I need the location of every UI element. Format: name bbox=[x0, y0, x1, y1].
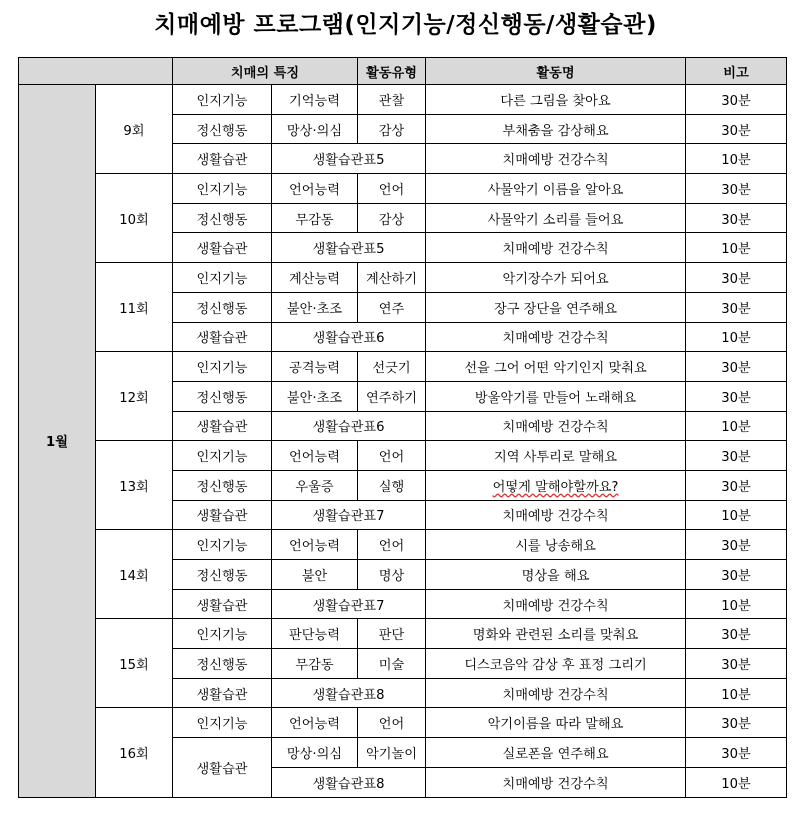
header-features: 치매의 특징 bbox=[173, 58, 358, 85]
activity-cell: 치매예방 건강수칙 bbox=[426, 233, 686, 263]
type-cell: 언어 bbox=[358, 441, 426, 471]
category-cell: 정신행동 bbox=[173, 560, 272, 590]
category-cell: 정신행동 bbox=[173, 381, 272, 411]
header-blank bbox=[19, 58, 173, 85]
type-cell: 관찰 bbox=[358, 85, 426, 115]
feature-cell: 무감동 bbox=[272, 649, 358, 679]
type-cell: 명상 bbox=[358, 560, 426, 590]
category-cell: 생활습관 bbox=[173, 738, 272, 797]
feature-cell: 불안·초조 bbox=[272, 292, 358, 322]
type-cell: 언어 bbox=[358, 530, 426, 560]
activity-cell: 방울악기를 만들어 노래해요 bbox=[426, 381, 686, 411]
header-row bbox=[19, 58, 787, 85]
note-cell: 30분 bbox=[686, 708, 787, 738]
feature-cell: 생활습관표7 bbox=[272, 589, 426, 619]
feature-cell: 판단능력 bbox=[272, 619, 358, 649]
type-cell: 언어 bbox=[358, 708, 426, 738]
category-cell: 정신행동 bbox=[173, 470, 272, 500]
session-label: 16회 bbox=[96, 708, 173, 797]
activity-cell: 악기장수가 되어요 bbox=[426, 263, 686, 293]
note-cell: 10분 bbox=[686, 322, 787, 352]
type-cell: 선긋기 bbox=[358, 352, 426, 382]
type-cell: 계산하기 bbox=[358, 263, 426, 293]
category-cell: 정신행동 bbox=[173, 649, 272, 679]
month-cell: 1월 bbox=[19, 85, 96, 798]
feature-cell: 생활습관표6 bbox=[272, 411, 426, 441]
table-row bbox=[19, 352, 787, 382]
feature-cell: 계산능력 bbox=[272, 263, 358, 293]
feature-cell: 생활습관표8 bbox=[272, 678, 426, 708]
table-row bbox=[19, 441, 787, 471]
table-row bbox=[19, 85, 787, 115]
feature-cell: 언어능력 bbox=[272, 174, 358, 204]
activity-cell: 다른 그림을 찾아요 bbox=[426, 85, 686, 115]
session-label: 10회 bbox=[96, 174, 173, 263]
activity-cell: 명상을 해요 bbox=[426, 560, 686, 590]
feature-cell: 언어능력 bbox=[272, 530, 358, 560]
session-label: 14회 bbox=[96, 530, 173, 619]
table-row bbox=[19, 708, 787, 738]
category-cell: 생활습관 bbox=[173, 233, 272, 263]
feature-cell: 기억능력 bbox=[272, 85, 358, 115]
note-cell: 30분 bbox=[686, 649, 787, 679]
type-cell: 실행 bbox=[358, 470, 426, 500]
note-cell: 30분 bbox=[686, 530, 787, 560]
activity-cell: 치매예방 건강수칙 bbox=[426, 589, 686, 619]
program-table bbox=[18, 57, 787, 798]
category-cell: 생활습관 bbox=[173, 144, 272, 174]
header-note: 비고 bbox=[686, 58, 787, 85]
session-label: 11회 bbox=[96, 263, 173, 352]
category-cell: 인지기능 bbox=[173, 352, 272, 382]
category-cell: 생활습관 bbox=[173, 678, 272, 708]
note-cell: 10분 bbox=[686, 233, 787, 263]
type-cell: 언어 bbox=[358, 174, 426, 204]
type-cell: 악기놀이 bbox=[358, 738, 426, 768]
note-cell: 10분 bbox=[686, 678, 787, 708]
activity-cell: 사물악기 이름을 알아요 bbox=[426, 174, 686, 204]
note-cell: 30분 bbox=[686, 352, 787, 382]
note-cell: 10분 bbox=[686, 767, 787, 797]
category-cell: 인지기능 bbox=[173, 174, 272, 204]
activity-cell: 시를 낭송해요 bbox=[426, 530, 686, 560]
category-cell: 인지기능 bbox=[173, 441, 272, 471]
header-activity: 활동명 bbox=[426, 58, 686, 85]
note-cell: 30분 bbox=[686, 292, 787, 322]
feature-cell: 생활습관표6 bbox=[272, 322, 426, 352]
activity-cell: 치매예방 건강수칙 bbox=[426, 500, 686, 530]
feature-cell: 생활습관표5 bbox=[272, 233, 426, 263]
table-row bbox=[19, 263, 787, 293]
note-cell: 30분 bbox=[686, 114, 787, 144]
category-cell: 정신행동 bbox=[173, 292, 272, 322]
note-cell: 30분 bbox=[686, 441, 787, 471]
feature-cell: 생활습관표7 bbox=[272, 500, 426, 530]
page-title: 치매예방 프로그램(인지기능/정신행동/생활습관) bbox=[154, 12, 657, 38]
note-cell: 10분 bbox=[686, 589, 787, 619]
category-cell: 인지기능 bbox=[173, 263, 272, 293]
type-cell: 연주하기 bbox=[358, 381, 426, 411]
feature-cell: 언어능력 bbox=[272, 708, 358, 738]
activity-cell: 부채춤을 감상해요 bbox=[426, 114, 686, 144]
category-cell: 정신행동 bbox=[173, 114, 272, 144]
note-cell: 30분 bbox=[686, 381, 787, 411]
category-cell: 정신행동 bbox=[173, 203, 272, 233]
type-cell: 판단 bbox=[358, 619, 426, 649]
session-label: 15회 bbox=[96, 619, 173, 708]
category-cell: 인지기능 bbox=[173, 619, 272, 649]
category-cell: 생활습관 bbox=[173, 411, 272, 441]
type-cell: 미술 bbox=[358, 649, 426, 679]
feature-cell: 망상·의심 bbox=[272, 114, 358, 144]
activity-cell: 치매예방 건강수칙 bbox=[426, 144, 686, 174]
activity-cell: 치매예방 건강수칙 bbox=[426, 678, 686, 708]
activity-cell: 치매예방 건강수칙 bbox=[426, 411, 686, 441]
category-cell: 생활습관 bbox=[173, 322, 272, 352]
type-cell: 감상 bbox=[358, 203, 426, 233]
table-row bbox=[19, 174, 787, 204]
note-cell: 10분 bbox=[686, 500, 787, 530]
note-cell: 30분 bbox=[686, 203, 787, 233]
header-type: 활동유형 bbox=[358, 58, 426, 85]
feature-cell: 불안·초조 bbox=[272, 381, 358, 411]
feature-cell: 언어능력 bbox=[272, 441, 358, 471]
activity-cell: 악기이름을 따라 말해요 bbox=[426, 708, 686, 738]
activity-cell: 명화와 관련된 소리를 맞춰요 bbox=[426, 619, 686, 649]
activity-cell: 치매예방 건강수칙 bbox=[426, 767, 686, 797]
activity-cell bbox=[426, 470, 686, 500]
category-cell: 생활습관 bbox=[173, 589, 272, 619]
note-cell: 30분 bbox=[686, 470, 787, 500]
activity-cell: 선을 그어 어떤 악기인지 맞춰요 bbox=[426, 352, 686, 382]
feature-cell: 불안 bbox=[272, 560, 358, 590]
feature-cell: 공격능력 bbox=[272, 352, 358, 382]
category-cell: 인지기능 bbox=[173, 530, 272, 560]
note-cell: 10분 bbox=[686, 411, 787, 441]
spellcheck-text: 어떻게 말해야할까요? bbox=[492, 479, 619, 495]
table-row bbox=[19, 530, 787, 560]
note-cell: 30분 bbox=[686, 560, 787, 590]
category-cell: 생활습관 bbox=[173, 500, 272, 530]
session-label: 12회 bbox=[96, 352, 173, 441]
note-cell: 30분 bbox=[686, 174, 787, 204]
table-row bbox=[19, 619, 787, 649]
type-cell: 연주 bbox=[358, 292, 426, 322]
type-cell: 감상 bbox=[358, 114, 426, 144]
note-cell: 30분 bbox=[686, 263, 787, 293]
note-cell: 30분 bbox=[686, 85, 787, 115]
activity-cell: 사물악기 소리를 들어요 bbox=[426, 203, 686, 233]
feature-cell: 망상·의심 bbox=[272, 738, 358, 768]
feature-cell: 우울증 bbox=[272, 470, 358, 500]
feature-cell: 무감동 bbox=[272, 203, 358, 233]
feature-cell: 생활습관표8 bbox=[272, 767, 426, 797]
note-cell: 30분 bbox=[686, 619, 787, 649]
activity-cell: 치매예방 건강수칙 bbox=[426, 322, 686, 352]
session-label: 9회 bbox=[96, 85, 173, 174]
session-label: 13회 bbox=[96, 441, 173, 530]
category-cell: 인지기능 bbox=[173, 708, 272, 738]
activity-cell: 실로폰을 연주해요 bbox=[426, 738, 686, 768]
activity-cell: 장구 장단을 연주해요 bbox=[426, 292, 686, 322]
note-cell: 10분 bbox=[686, 144, 787, 174]
activity-cell: 디스코음악 감상 후 표정 그리기 bbox=[426, 649, 686, 679]
feature-cell: 생활습관표5 bbox=[272, 144, 426, 174]
activity-cell: 지역 사투리로 말해요 bbox=[426, 441, 686, 471]
category-cell: 인지기능 bbox=[173, 85, 272, 115]
note-cell: 30분 bbox=[686, 738, 787, 768]
